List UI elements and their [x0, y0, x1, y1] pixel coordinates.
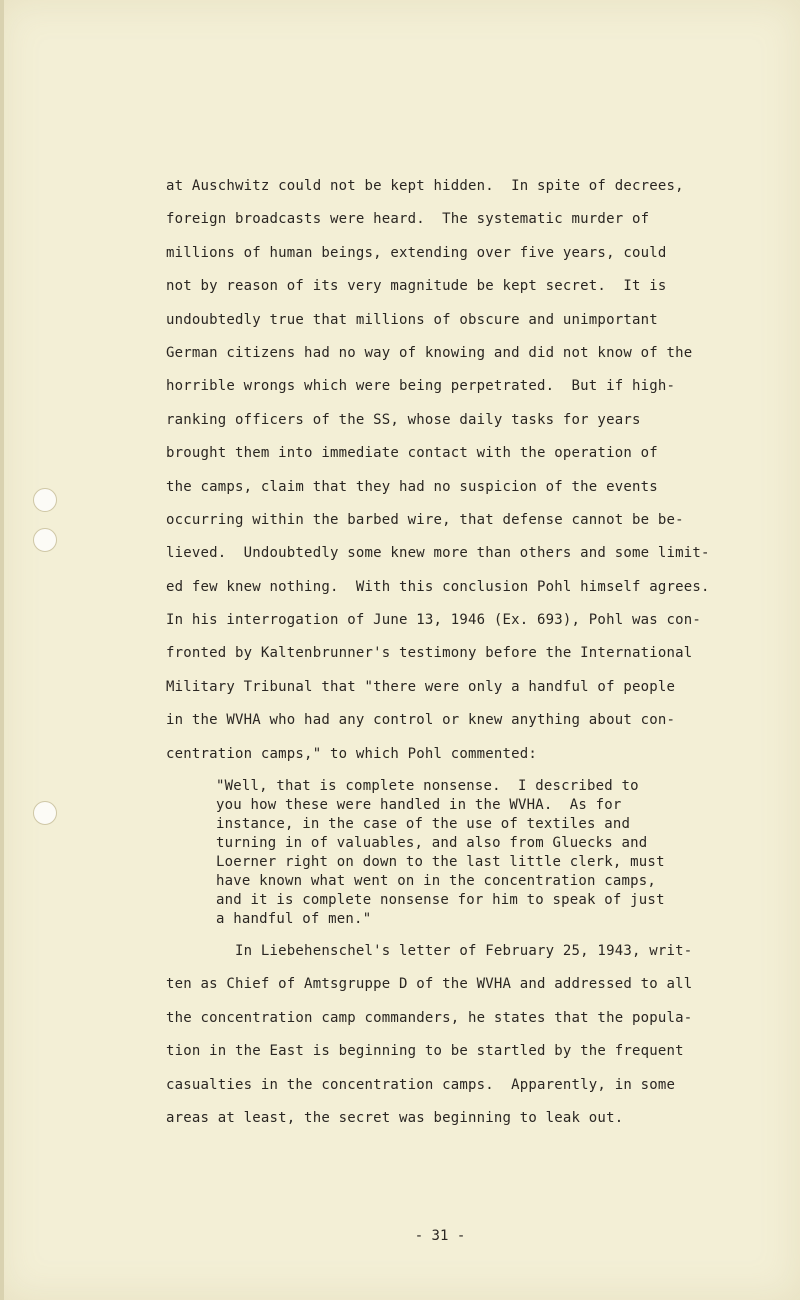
- text-line: German citizens had no way of knowing and did not know of the: [166, 344, 693, 361]
- quote-line: instance, in the case of the use of textiles and: [216, 816, 631, 833]
- text-line: ranking officers of the SS, whose daily tasks for years: [166, 411, 641, 428]
- quote-line: have known what went on in the concentration camps,: [216, 873, 657, 890]
- text-line: at Auschwitz could not be kept hidden. In spite of decrees,: [166, 178, 684, 194]
- text-line: casualties in the concentration camps. Apparently, in some: [166, 1076, 676, 1093]
- punch-hole: [33, 528, 57, 552]
- text-line: foreign broadcasts were heard. The systematic murder of: [166, 211, 650, 228]
- text-line: in the WVHA who had any control or knew anything about con-: [166, 712, 676, 729]
- text-line: the camps, claim that they had no suspicion of the events: [166, 478, 658, 495]
- text-line: areas at least, the secret was beginning to leak out.: [166, 1109, 624, 1126]
- text-line: In his interrogation of June 13, 1946 (Ex. 693), Pohl was con-: [166, 612, 701, 629]
- text-line: In Liebehenschel's letter of February 25, 1943, writ-: [166, 943, 693, 960]
- text-line: fronted by Kaltenbrunner's testimony before the International: [166, 645, 693, 662]
- text-line: tion in the East is beginning to be startled by the frequent: [166, 1043, 684, 1060]
- paragraph-1: [166, 170, 726, 771]
- block-quote: [216, 777, 726, 929]
- text-line: ed few knew nothing. With this conclusion Pohl himself agrees.: [166, 578, 710, 595]
- quote-line: turning in of valuables, and also from Gluecks and: [216, 835, 648, 852]
- text-line: millions of human beings, extending over five years, could: [166, 244, 667, 261]
- text-line: undoubtedly true that millions of obscure and unimportant: [166, 311, 658, 328]
- punch-hole: [33, 488, 57, 512]
- quote-line: you how these were handled in the WVHA. As for: [216, 797, 622, 814]
- text-line: Military Tribunal that "there were only a handful of people: [166, 678, 676, 695]
- text-line: centration camps," to which Pohl commented:: [166, 745, 538, 762]
- page-number: - 31 -: [414, 1228, 466, 1244]
- paragraph-2: [166, 935, 726, 1135]
- text-line: not by reason of its very magnitude be kept secret. It is: [166, 278, 667, 295]
- quote-line: a handful of men.": [216, 911, 372, 928]
- quote-line: Loerner right on down to the last little clerk, must: [216, 854, 665, 871]
- quote-line: and it is complete nonsense for him to speak of just: [216, 892, 665, 909]
- body-text: [166, 170, 726, 1135]
- text-line: horrible wrongs which were being perpetrated. But if high-: [166, 378, 676, 395]
- text-line: brought them into immediate contact with the operation of: [166, 445, 658, 462]
- punch-hole: [33, 801, 57, 825]
- page-edge: [0, 0, 4, 1300]
- text-line: the concentration camp commanders, he states that the popula-: [166, 1009, 693, 1026]
- quote-line: "Well, that is complete nonsense. I described to: [216, 778, 639, 795]
- text-line: ten as Chief of Amtsgruppe D of the WVHA and addressed to all: [166, 976, 693, 993]
- text-line: lieved. Undoubtedly some knew more than others and some limit-: [166, 545, 710, 562]
- text-line: occurring within the barbed wire, that defense cannot be be-: [166, 511, 684, 528]
